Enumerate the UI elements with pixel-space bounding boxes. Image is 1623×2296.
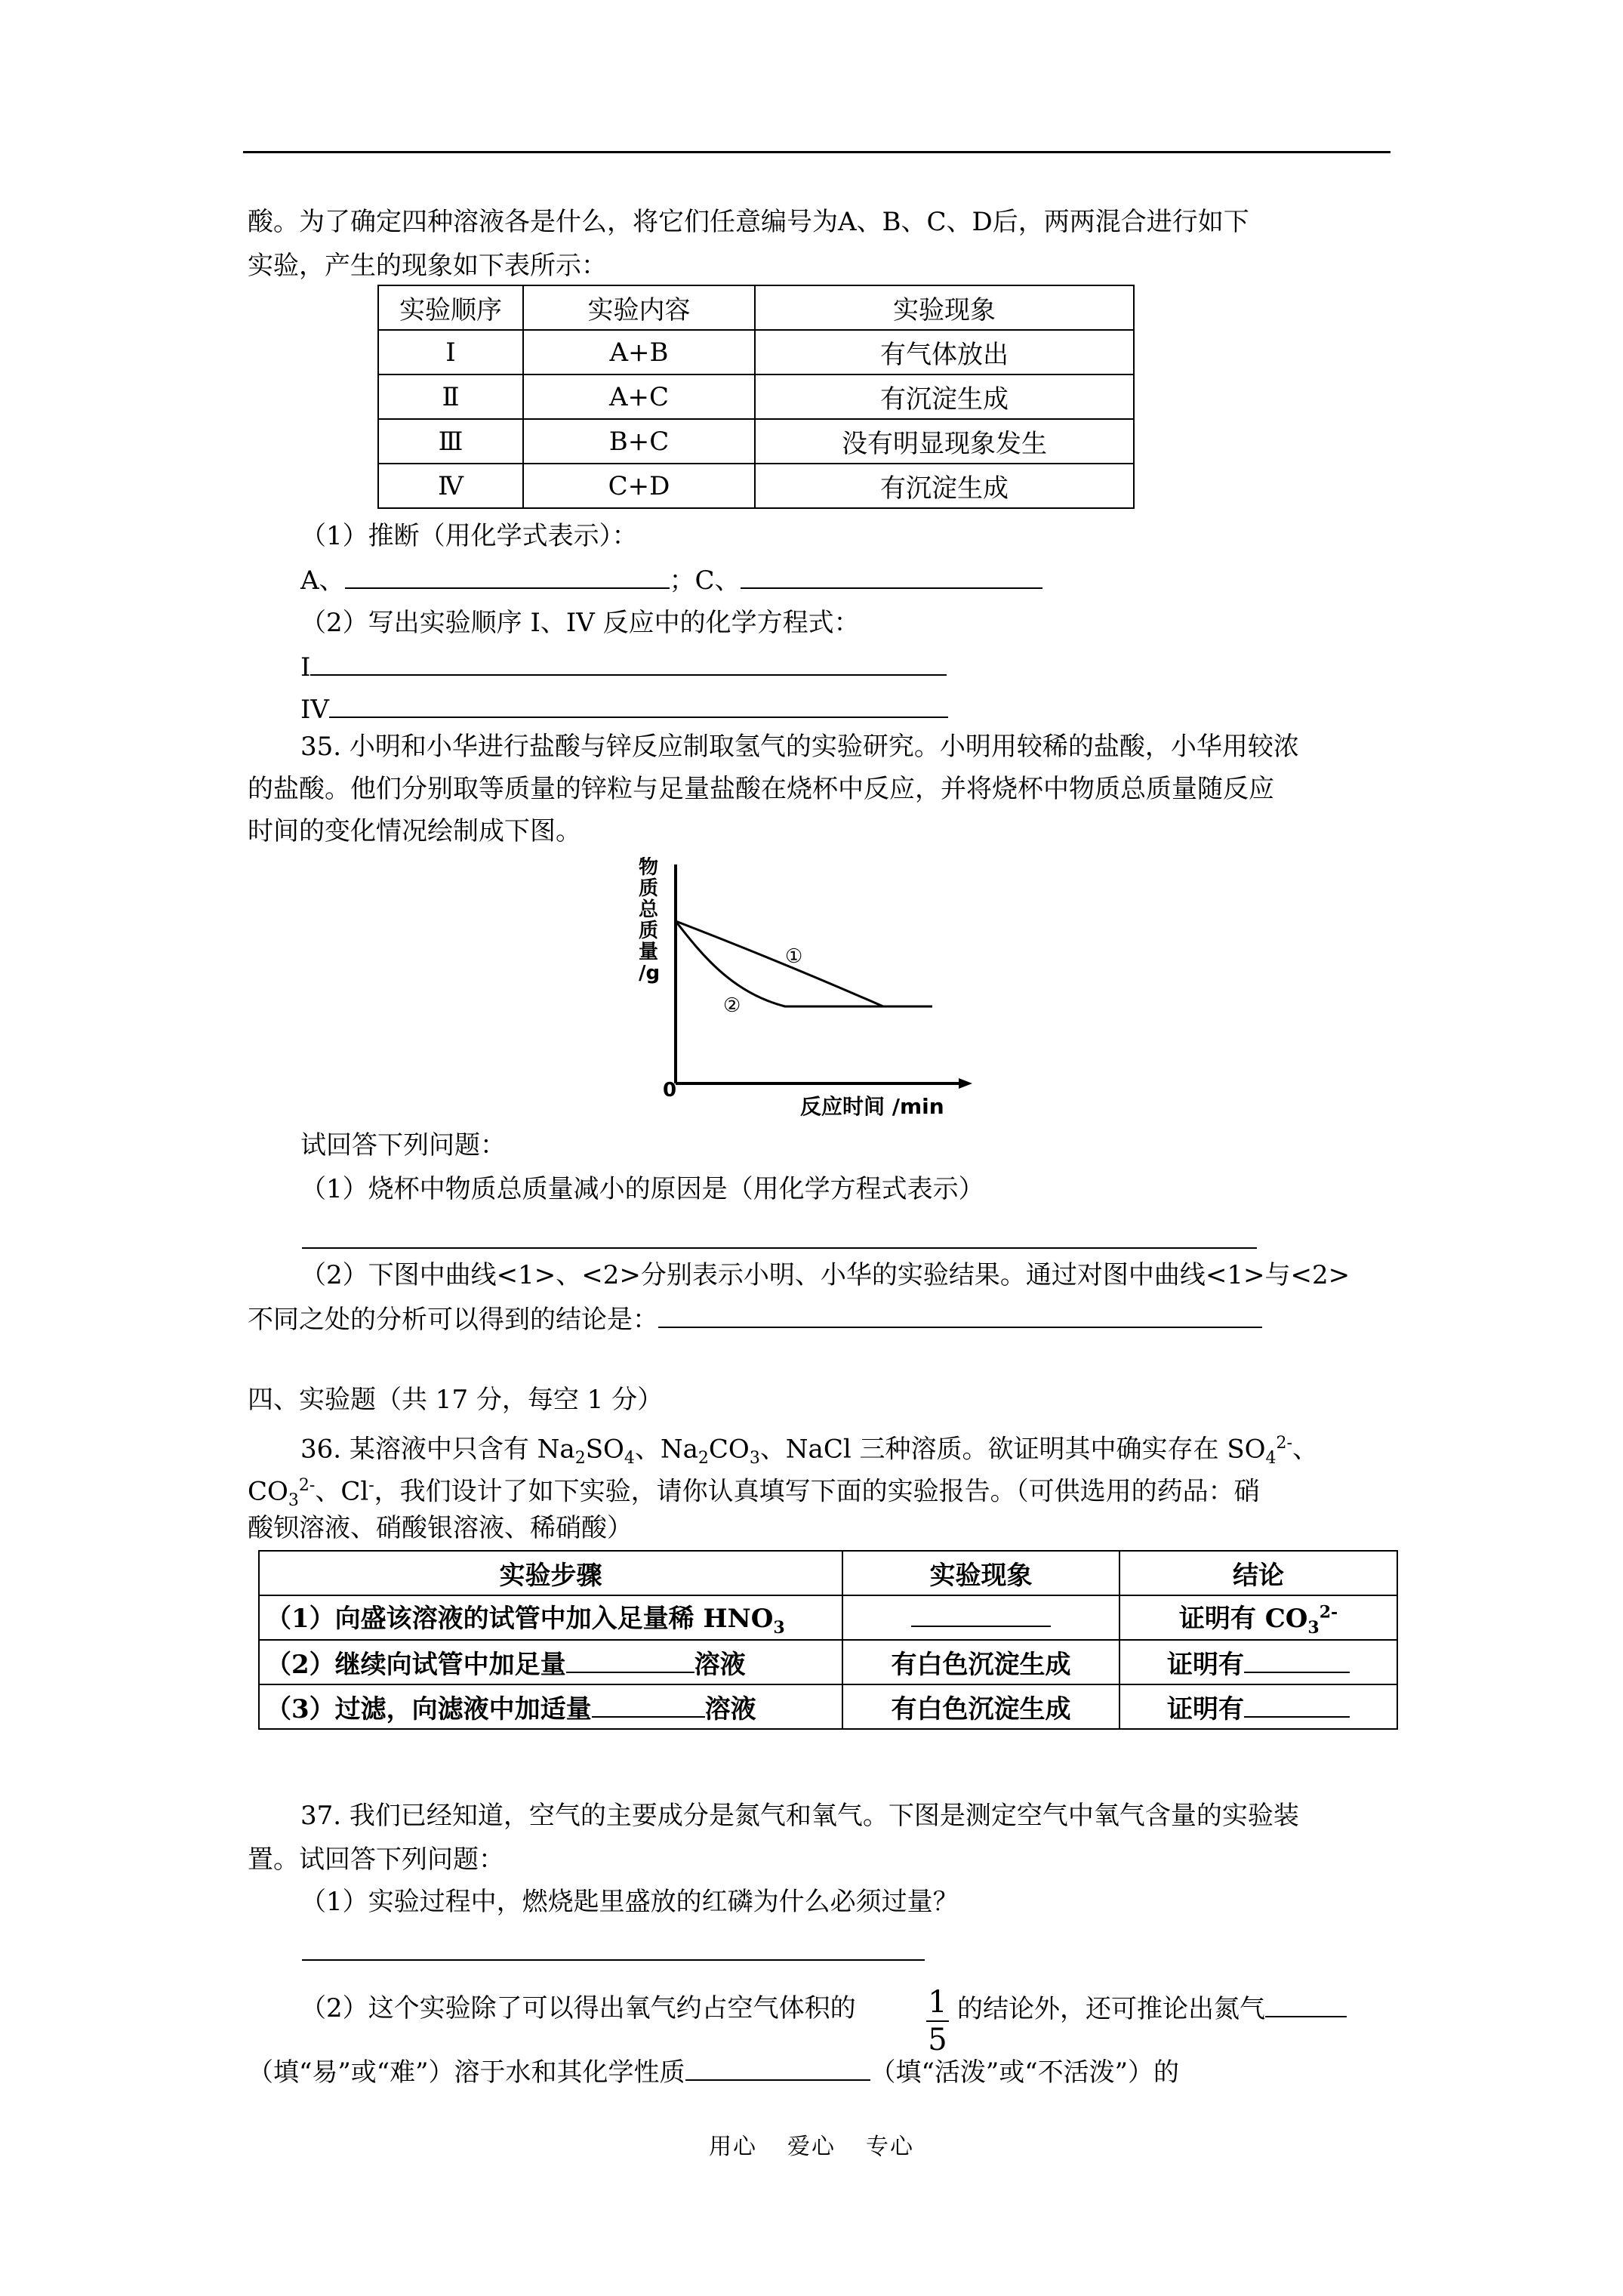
text: 证明有 CO xyxy=(1178,1604,1308,1635)
table-header: 实验顺序 xyxy=(378,285,523,330)
curve-1 xyxy=(676,921,932,1006)
table-row xyxy=(378,419,1134,464)
subscript: 2 xyxy=(574,1449,586,1469)
fraction-one-fifth xyxy=(925,1986,950,2057)
table-cell: 有白色沉淀生成 xyxy=(842,1684,1119,1729)
header-rule xyxy=(243,151,1390,153)
table-header: 实验内容 xyxy=(523,285,755,330)
table-header: 实验步骤 xyxy=(259,1551,842,1595)
table-cell: Ⅳ xyxy=(378,464,523,508)
experiment-table xyxy=(377,285,1135,509)
label-i: I xyxy=(300,652,311,683)
y-label-char: 质 xyxy=(639,920,659,942)
q34-part2-line-iv xyxy=(300,692,948,726)
table-header: 结论 xyxy=(1119,1551,1397,1595)
table-header: 实验现象 xyxy=(842,1551,1119,1595)
q37-part3 xyxy=(248,2055,1179,2089)
q35-part2-line-1: （2）下图中曲线<1>、<2>分别表示小明、小华的实验结果。通过对图中曲线<1>与<2> xyxy=(300,1260,1350,1290)
superscript: - xyxy=(368,1476,374,1495)
table-cell: A+C xyxy=(523,374,755,419)
text: 36. 某溶液中只含有 Na xyxy=(300,1434,575,1465)
q34-part1-answer-line xyxy=(300,563,1042,597)
x-axis-label: 反应时间 /min xyxy=(800,1094,944,1119)
y-label-char: 总 xyxy=(639,898,659,921)
table-cell: 没有明显现象发生 xyxy=(755,419,1134,464)
text: 溶液 xyxy=(704,1694,756,1724)
text: CO xyxy=(248,1476,288,1507)
subscript: 3 xyxy=(288,1491,299,1511)
answer-blank[interactable] xyxy=(685,2055,870,2081)
q35-line-2: 的盐酸。他们分别取等质量的锌粒与足量盐酸在烧杯中反应，并将烧杯中物质总质量随反应 xyxy=(248,774,1274,804)
text: （1）向盛该溶液的试管中加入足量稀 HNO xyxy=(266,1604,774,1635)
q35-part1: （1）烧杯中物质总质量减小的原因是（用化学方程式表示） xyxy=(300,1174,984,1204)
table-cell xyxy=(842,1595,1119,1640)
q37-part2-a: （2）这个实验除了可以得出氧气约占空气体积的 xyxy=(300,1993,856,2023)
q35-part1-answer-line[interactable] xyxy=(302,1247,1257,1249)
answer-blank[interactable] xyxy=(345,563,670,589)
label-c: ；C、 xyxy=(669,566,741,596)
text: 证明有 xyxy=(1167,1694,1244,1724)
y-label-char: 质 xyxy=(639,877,659,900)
curve-1-label: ① xyxy=(785,945,803,968)
curve-2-label: ② xyxy=(723,994,741,1017)
q36-line-2 xyxy=(248,1469,1260,1518)
y-label-char: 物 xyxy=(639,857,659,879)
q37-line-1: 37. 我们已经知道，空气的主要成分是氮气和氧气。下图是测定空气中氧气含量的实验装 xyxy=(300,1801,1299,1831)
text: 、NaCl 三种溶质。欲证明其中确实存在 SO xyxy=(759,1434,1266,1465)
table-cell: 有气体放出 xyxy=(755,330,1134,374)
q37-part2-b xyxy=(957,1992,1347,2026)
text: 、 xyxy=(1292,1434,1318,1465)
answer-blank[interactable] xyxy=(741,563,1042,589)
q37-part1-answer-line[interactable] xyxy=(302,1959,925,1961)
fraction-bar xyxy=(926,2020,949,2022)
table-cell xyxy=(1119,1640,1397,1684)
experiment-report-table xyxy=(258,1550,1398,1730)
answer-blank[interactable] xyxy=(658,1302,1262,1328)
fraction-numerator: 1 xyxy=(928,1985,947,2020)
table-cell xyxy=(259,1684,842,1729)
q34-part2: （2）写出实验顺序 I、IV 反应中的化学方程式： xyxy=(300,608,860,638)
table-cell: C+D xyxy=(523,464,755,508)
table-cell: Ⅲ xyxy=(378,419,523,464)
answer-blank[interactable] xyxy=(592,1693,705,1718)
subscript: 4 xyxy=(1265,1449,1277,1469)
table-header: 实验现象 xyxy=(755,285,1134,330)
origin-label: 0 xyxy=(663,1079,677,1102)
text: 证明有 xyxy=(1167,1650,1244,1680)
table-row xyxy=(259,1640,1397,1684)
text: 的结论外，还可推论出氮气 xyxy=(957,1994,1265,2024)
table-cell: A+B xyxy=(523,330,755,374)
page-footer xyxy=(0,2128,1623,2161)
q37-line-2: 置。试回答下列问题： xyxy=(248,1845,504,1875)
answer-blank[interactable] xyxy=(310,650,947,676)
q35-prompt: 试回答下列问题： xyxy=(300,1130,506,1160)
intro-line-1: 酸。为了确定四种溶液各是什么，将它们任意编号为A、B、C、D后，两两混合进行如下 xyxy=(248,207,1249,237)
table-row xyxy=(259,1684,1397,1729)
table-cell xyxy=(1119,1595,1397,1640)
q35-part2-line-2 xyxy=(248,1302,1262,1336)
q37-part1: （1）实验过程中，燃烧匙里盛放的红磷为什么必须过量？ xyxy=(300,1887,959,1917)
text: 、Cl xyxy=(315,1476,369,1507)
table-cell: 有沉淀生成 xyxy=(755,374,1134,419)
answer-blank[interactable] xyxy=(1265,1992,1347,2017)
answer-blank[interactable] xyxy=(1244,1649,1350,1673)
intro-line-2: 实验，产生的现象如下表所示： xyxy=(248,251,607,281)
subscript: 3 xyxy=(1307,1617,1320,1638)
text: ，我们设计了如下实验，请你认真填写下面的实验报告。（可供选用的药品：硝 xyxy=(374,1476,1260,1507)
mass-time-graph xyxy=(634,857,996,1121)
text: SO xyxy=(585,1434,624,1465)
table-cell: B+C xyxy=(523,419,755,464)
answer-blank[interactable] xyxy=(1244,1693,1350,1718)
fraction-denominator: 5 xyxy=(928,2023,947,2057)
answer-blank[interactable] xyxy=(566,1649,694,1673)
table-cell: 有沉淀生成 xyxy=(755,464,1134,508)
subscript: 2 xyxy=(698,1449,709,1469)
section-heading: 四、实验题（共 17 分，每空 1 分） xyxy=(248,1385,664,1415)
q35-line-3: 时间的变化情况绘制成下图。 xyxy=(248,816,581,846)
y-label-char: /g xyxy=(639,962,661,985)
superscript: 2- xyxy=(298,1476,316,1495)
footer-text: 专心 xyxy=(866,2134,914,2160)
y-label-char: 量 xyxy=(639,941,659,963)
table-cell: 有白色沉淀生成 xyxy=(842,1640,1119,1684)
table-cell xyxy=(259,1595,842,1640)
x-axis-arrow xyxy=(959,1078,972,1089)
label-iv: IV xyxy=(300,695,329,725)
subscript: 3 xyxy=(749,1449,760,1469)
q36-line-1 xyxy=(300,1427,1318,1475)
table-row xyxy=(378,464,1134,508)
table-row xyxy=(378,330,1134,374)
q35-part2-text: 不同之处的分析可以得到的结论是： xyxy=(248,1305,658,1335)
text: 、Na xyxy=(634,1434,698,1465)
footer-text: 用心 xyxy=(709,2134,757,2160)
table-cell xyxy=(1119,1684,1397,1729)
y-axis-label xyxy=(639,857,660,985)
text: 溶液 xyxy=(694,1650,746,1680)
superscript: 2- xyxy=(1276,1434,1292,1453)
superscript: 2- xyxy=(1319,1602,1338,1623)
table-cell: I xyxy=(378,330,523,374)
table-cell: Ⅱ xyxy=(378,374,523,419)
table-cell xyxy=(259,1640,842,1684)
q34-part1: （1）推断（用化学式表示）： xyxy=(300,521,638,551)
text: （3）过滤，向滤液中加适量 xyxy=(266,1694,592,1724)
table-row xyxy=(259,1595,1397,1640)
answer-blank[interactable] xyxy=(911,1601,1051,1627)
footer-text: 爱心 xyxy=(787,2134,836,2160)
label-a: A、 xyxy=(300,566,345,596)
table-row xyxy=(378,374,1134,419)
q36-line-3: 酸钡溶液、硝酸银溶液、稀硝酸） xyxy=(248,1513,633,1543)
subscript: 4 xyxy=(624,1449,635,1469)
answer-blank[interactable] xyxy=(329,692,948,718)
text: （填“易”或“难”）溶于水和其化学性质 xyxy=(248,2057,685,2088)
q34-part2-line-i xyxy=(300,650,947,684)
text: CO xyxy=(708,1434,750,1465)
subscript: 3 xyxy=(773,1617,785,1638)
text: （2）继续向试管中加足量 xyxy=(266,1650,566,1680)
q35-line-1: 35. 小明和小华进行盐酸与锌反应制取氢气的实验研究。小明用较稀的盐酸，小华用较浓 xyxy=(300,732,1299,762)
text: （填“活泼”或“不活泼”）的 xyxy=(870,2057,1180,2088)
